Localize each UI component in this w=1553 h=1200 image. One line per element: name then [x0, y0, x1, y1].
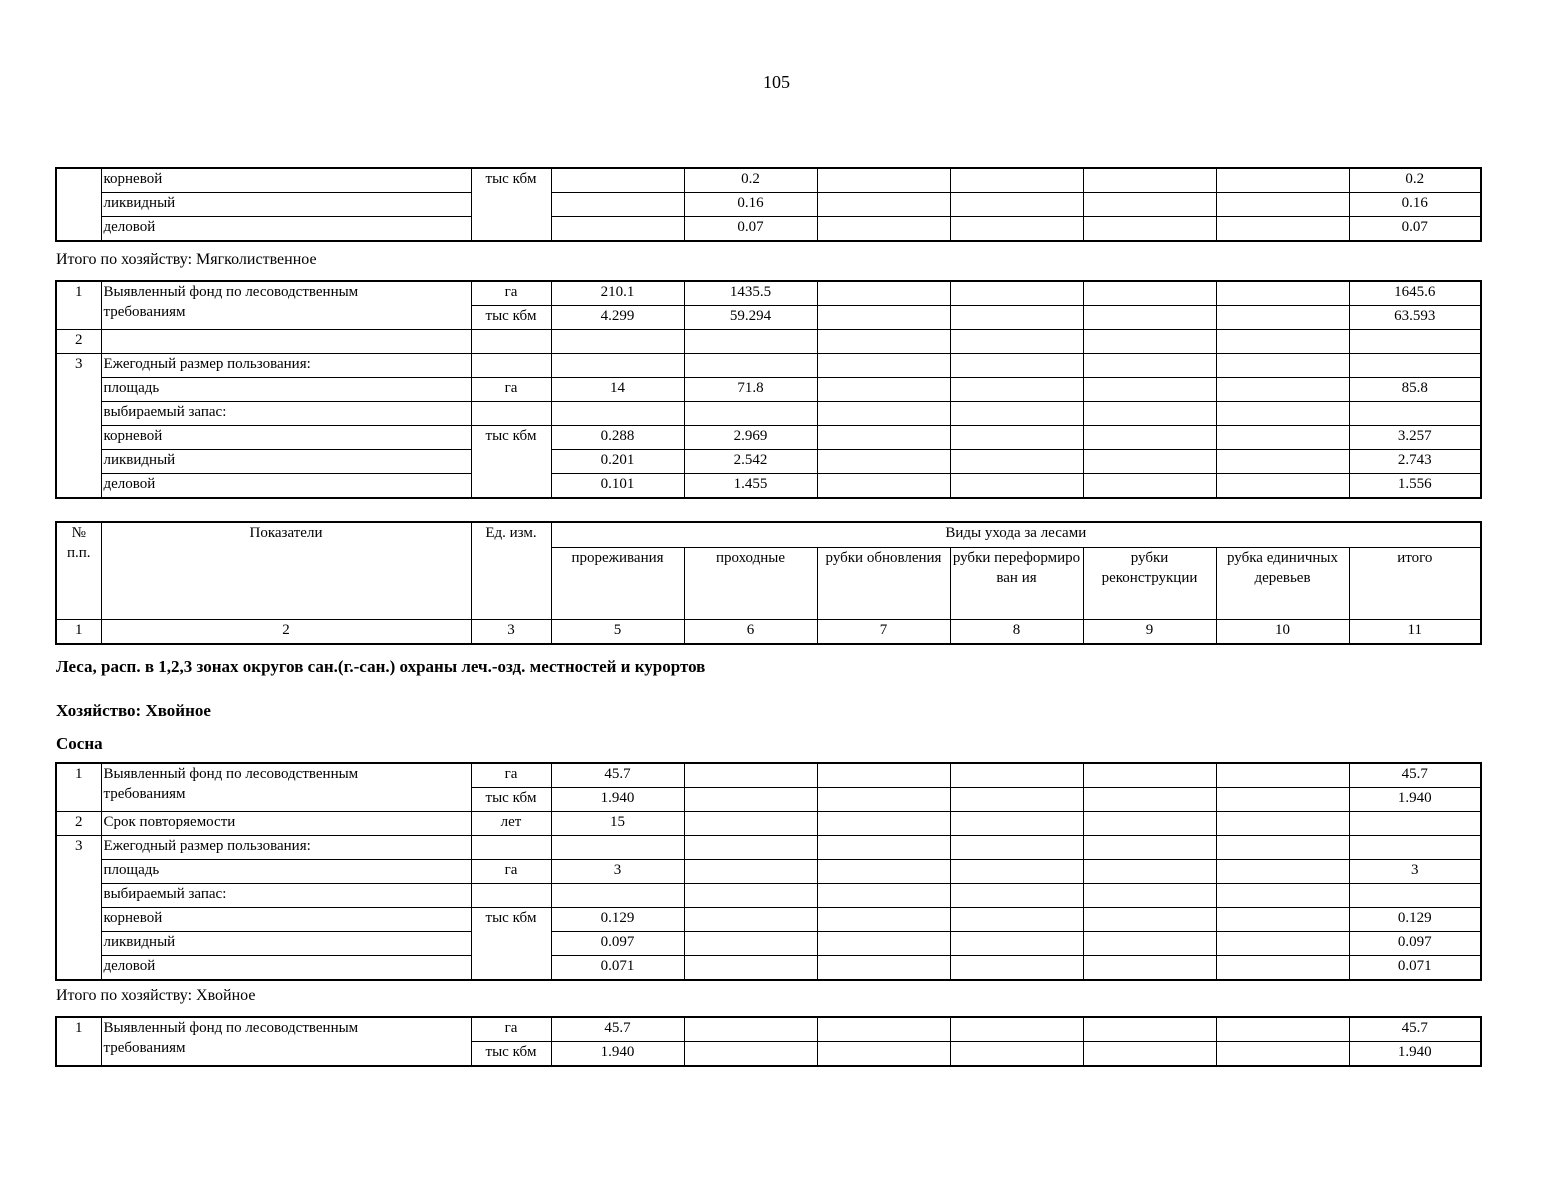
caption-conifer-total: Итого по хозяйству: Хвойное — [56, 987, 256, 1004]
table-row: деловой 0.101 1.455 1.556 — [56, 474, 1481, 499]
table-row: тыс кбм 4.299 59.294 63.593 — [56, 306, 1481, 330]
table-row: деловой 0.07 0.07 — [56, 217, 1481, 242]
header-number-row: 1 2 3 5 6 7 8 9 10 11 — [56, 620, 1481, 645]
table-row: корневой тыс кбм 0.129 0.129 — [56, 908, 1481, 932]
table-row: 2 — [56, 330, 1481, 354]
table-row: тыс кбм 1.940 1.940 — [56, 788, 1481, 812]
heading-species: Сосна — [56, 734, 103, 753]
table-row: выбираемый запас: — [56, 884, 1481, 908]
table-row: 1 Выявленный фонд по лесоводственным требованиям га 210.1 1435.5 1645.6 — [56, 281, 1481, 306]
table-row: 3 Ежегодный размер пользования: — [56, 836, 1481, 860]
table-row: 3 Ежегодный размер пользования: — [56, 354, 1481, 378]
table-continuation — [55, 167, 1482, 242]
caption-soft-total: Итого по хозяйству: Мягколиственное — [56, 251, 317, 268]
table-row: 2 Срок повторяемости лет 15 — [56, 812, 1481, 836]
table-row: площадь га 14 71.8 85.8 — [56, 378, 1481, 402]
table-row: тыс кбм 1.940 1.940 — [56, 1042, 1481, 1067]
table-row: 1 Выявленный фонд по лесоводственным требованиям га 45.7 45.7 — [56, 1017, 1481, 1042]
table-row: корневой тыс кбм 0.288 2.969 3.257 — [56, 426, 1481, 450]
table-pine — [55, 762, 1482, 981]
table-row: ликвидный 0.16 0.16 — [56, 193, 1481, 217]
heading-farm: Хозяйство: Хвойное — [56, 701, 211, 720]
table-header — [55, 521, 1482, 645]
header-row: № п.п. Показатели Ед. изм. Виды ухода за лесами — [56, 522, 1481, 547]
page-number: 105 — [763, 72, 790, 92]
table-soft-total — [55, 280, 1482, 499]
header-row: прореживания проходные рубки обновления рубки переформирован ия рубки реконструкции рубка единичных деревьев итого — [56, 547, 1481, 620]
table-row: ликвидный 0.097 0.097 — [56, 932, 1481, 956]
table-row: выбираемый запас: — [56, 402, 1481, 426]
table-conifer-total — [55, 1016, 1482, 1067]
heading-forests: Леса, расп. в 1,2,3 зонах округов сан.(г.-сан.) охраны леч.-озд. местностей и курортов — [56, 657, 706, 676]
table-row: площадь га 3 3 — [56, 860, 1481, 884]
table-row: корневой тыс кбм 0.2 0.2 — [56, 168, 1481, 193]
table-row: ликвидный 0.201 2.542 2.743 — [56, 450, 1481, 474]
table-row: 1 Выявленный фонд по лесоводственным требованиям га 45.7 45.7 — [56, 763, 1481, 788]
table-row: деловой 0.071 0.071 — [56, 956, 1481, 981]
